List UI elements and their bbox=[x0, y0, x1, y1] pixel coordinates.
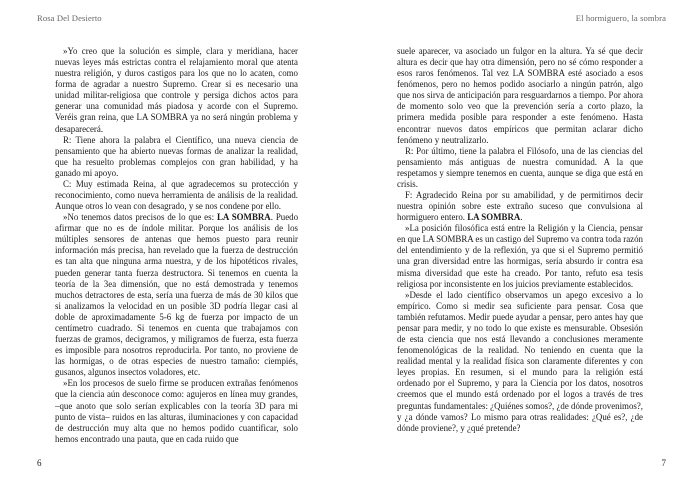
paragraph: suele aparecer, va asociado un fulgor en la altura. Ya sé que decir altura es decir que hay otra dimensión, pero no sé cómo responder a esos raros fenómenos. Tal vez LA SOMBRA esté asociado a esos fenómenos, pero no hemos podido asociarlo a ningún patrón, algo que nos sirva de anticipación para resguardarnos a tiempo. Por ahora de momento solo veo que la prevención sería a corto plazo, la primera medida posible para responder a este fenómeno. Hasta encontrar nuevos datos empíricos que permitan aclarar dicho fenómeno y neutralizarlo. bbox=[397, 46, 643, 145]
paragraph-text: . Puedo afirmar que no es de índole militar. Porque los análisis de los múltiples sensores de antenas que hemos puesto para reunir información más precisa, han revelado que la fuerza de destrucción es tan alta que ninguna arma nuestra, y de los hipotéticos rivales, pueden generar tanta fuerza destructora. Si tenemos en cuenta la teoría de la 3ea dimensión, que no está demostrada y tenemos muchos detractores de esta, sería una fuerza de más de 30 kilos que si analizamos la velocidad en un posible 3D podría llegar casi al doble de aproximadamente 5-6 kg de fuerza por impacto de un centímetro cuadrado. Si tenemos en cuenta que trabajamos con fuerzas de gramos, decigramos, y miligramos de fuerza, esta fuerza es imposible para nosotros reproducirla. Por tanto, no proviene de las hormigas, o de otras especies de nuestro tamaño: ciempiés, gusanos, algunos insectos voladores, etc. bbox=[55, 212, 299, 378]
paragraph-text: »No tenemos datos precisos de lo que es: bbox=[63, 212, 217, 223]
right-running-header: El hormiguero, la sombra bbox=[575, 13, 666, 23]
left-page-number: 6 bbox=[37, 458, 42, 468]
paragraph bbox=[55, 212, 298, 378]
left-running-header: Rosa Del Desierto bbox=[37, 13, 102, 23]
paragraph: »Desde el lado científico observamos un apego excesivo a lo empírico. Como si medir sea suficiente para pensar. Cosa que también refutamos. Medir puede ayudar a pensar, pero antes hay que pensar para medir, y no todo lo que existe es mensurable. Obsesión de esta ciencia que nos está llevando a conclusiones meramente fenomenológicas de la realidad. No teniendo en cuenta que la realidad mental y la realidad física son claramente diferentes y con leyes propias. En resumen, si el mundo para la religión está ordenado por el Supremo, y para la Ciencia por los datos, nosotros creemos que el mundo está ordenado por el logos a través de tres preguntas fundamentales: ¿Quiénes somos?, ¿de dónde provenimos?, y ¿a dónde vamos? Lo mismo para otras realidades: ¿Qué es?, ¿de dónde proviene?, y ¿qué pretende? bbox=[397, 289, 643, 433]
right-page bbox=[350, 0, 700, 490]
paragraph: R: Por último, tiene la palabra el Filósofo, una de las ciencias del pensamiento más antiguas de nuestra comunidad. A la que respetamos y siempre tenemos en cuenta, aunque se diga que está en crisis. bbox=[397, 145, 643, 189]
paragraph-text: . bbox=[520, 212, 523, 223]
paragraph: »La posición filosófica está entre la Religión y la Ciencia, pensar en que LA SOMBRA es un castigo del Supremo va contra toda razón del entendimiento y de la reflexión, ya que si el Supremo permitió una gran diversidad entre las hormigas, sería absurdo ir contra esa misma diversidad que este ha creado. Por tanto, refuto esa tesis religiosa por inconsistente en los juicios previamente establecidos. bbox=[397, 223, 643, 289]
paragraph: C: Muy estimada Reina, al que agradecemos su protección y reconocimiento, como nueva herramienta de análisis de la realidad. Aunque otros lo vean con desagrado, y se nos condene por ello. bbox=[55, 178, 298, 212]
la-sombra-emphasis: LA SOMBRA bbox=[467, 212, 521, 223]
right-page-number: 7 bbox=[661, 458, 666, 468]
right-page-body bbox=[397, 46, 643, 434]
paragraph: R: Tiene ahora la palabra el Científico, una nueva ciencia de pensamiento que ha abierto nuevas formas de analizar la realidad, que ha resuelto problemas complejos con gran habilidad, y ha ganado mi apoyo. bbox=[55, 134, 298, 178]
paragraph: »En los procesos de suelo firme se producen extrañas fenómenos que la ciencia aún desconoce como: agujeros en línea muy grandes, –que anoto que solo serían explicables con la teoría 3D para mi punto de vista– ruidos en las alturas, iluminaciones y con capacidad de destrucción muy alta que no hemos podido cuantificar, solo hemos encontrado una pauta, que en cada ruido que bbox=[55, 378, 298, 444]
la-sombra-emphasis: LA SOMBRA bbox=[216, 212, 271, 223]
paragraph-text: F: Agradecido Reina por su amabilidad, y de permitirnos decir nuestra opinión sobre este extraño suceso que convulsiona al hormiguero entero. bbox=[397, 190, 643, 223]
paragraph bbox=[397, 190, 643, 223]
left-page-body bbox=[55, 46, 298, 445]
paragraph: »Yo creo que la solución es simple, clara y meridiana, hacer nuevas leyes más estrictas contra el relajamiento moral que atenta nuestra religión, y duros castigos para los que no lo acaten, como forma de agradar a nuestro Supremo. Crear si es necesario una unidad militar-religiosa que controle y persiga dichos actos para generar una comunidad más piadosa y acorde con el Supremo. Veréis gran reina, que LA SOMBRA ya no será ningún problema y desaparecerá. bbox=[55, 46, 298, 134]
